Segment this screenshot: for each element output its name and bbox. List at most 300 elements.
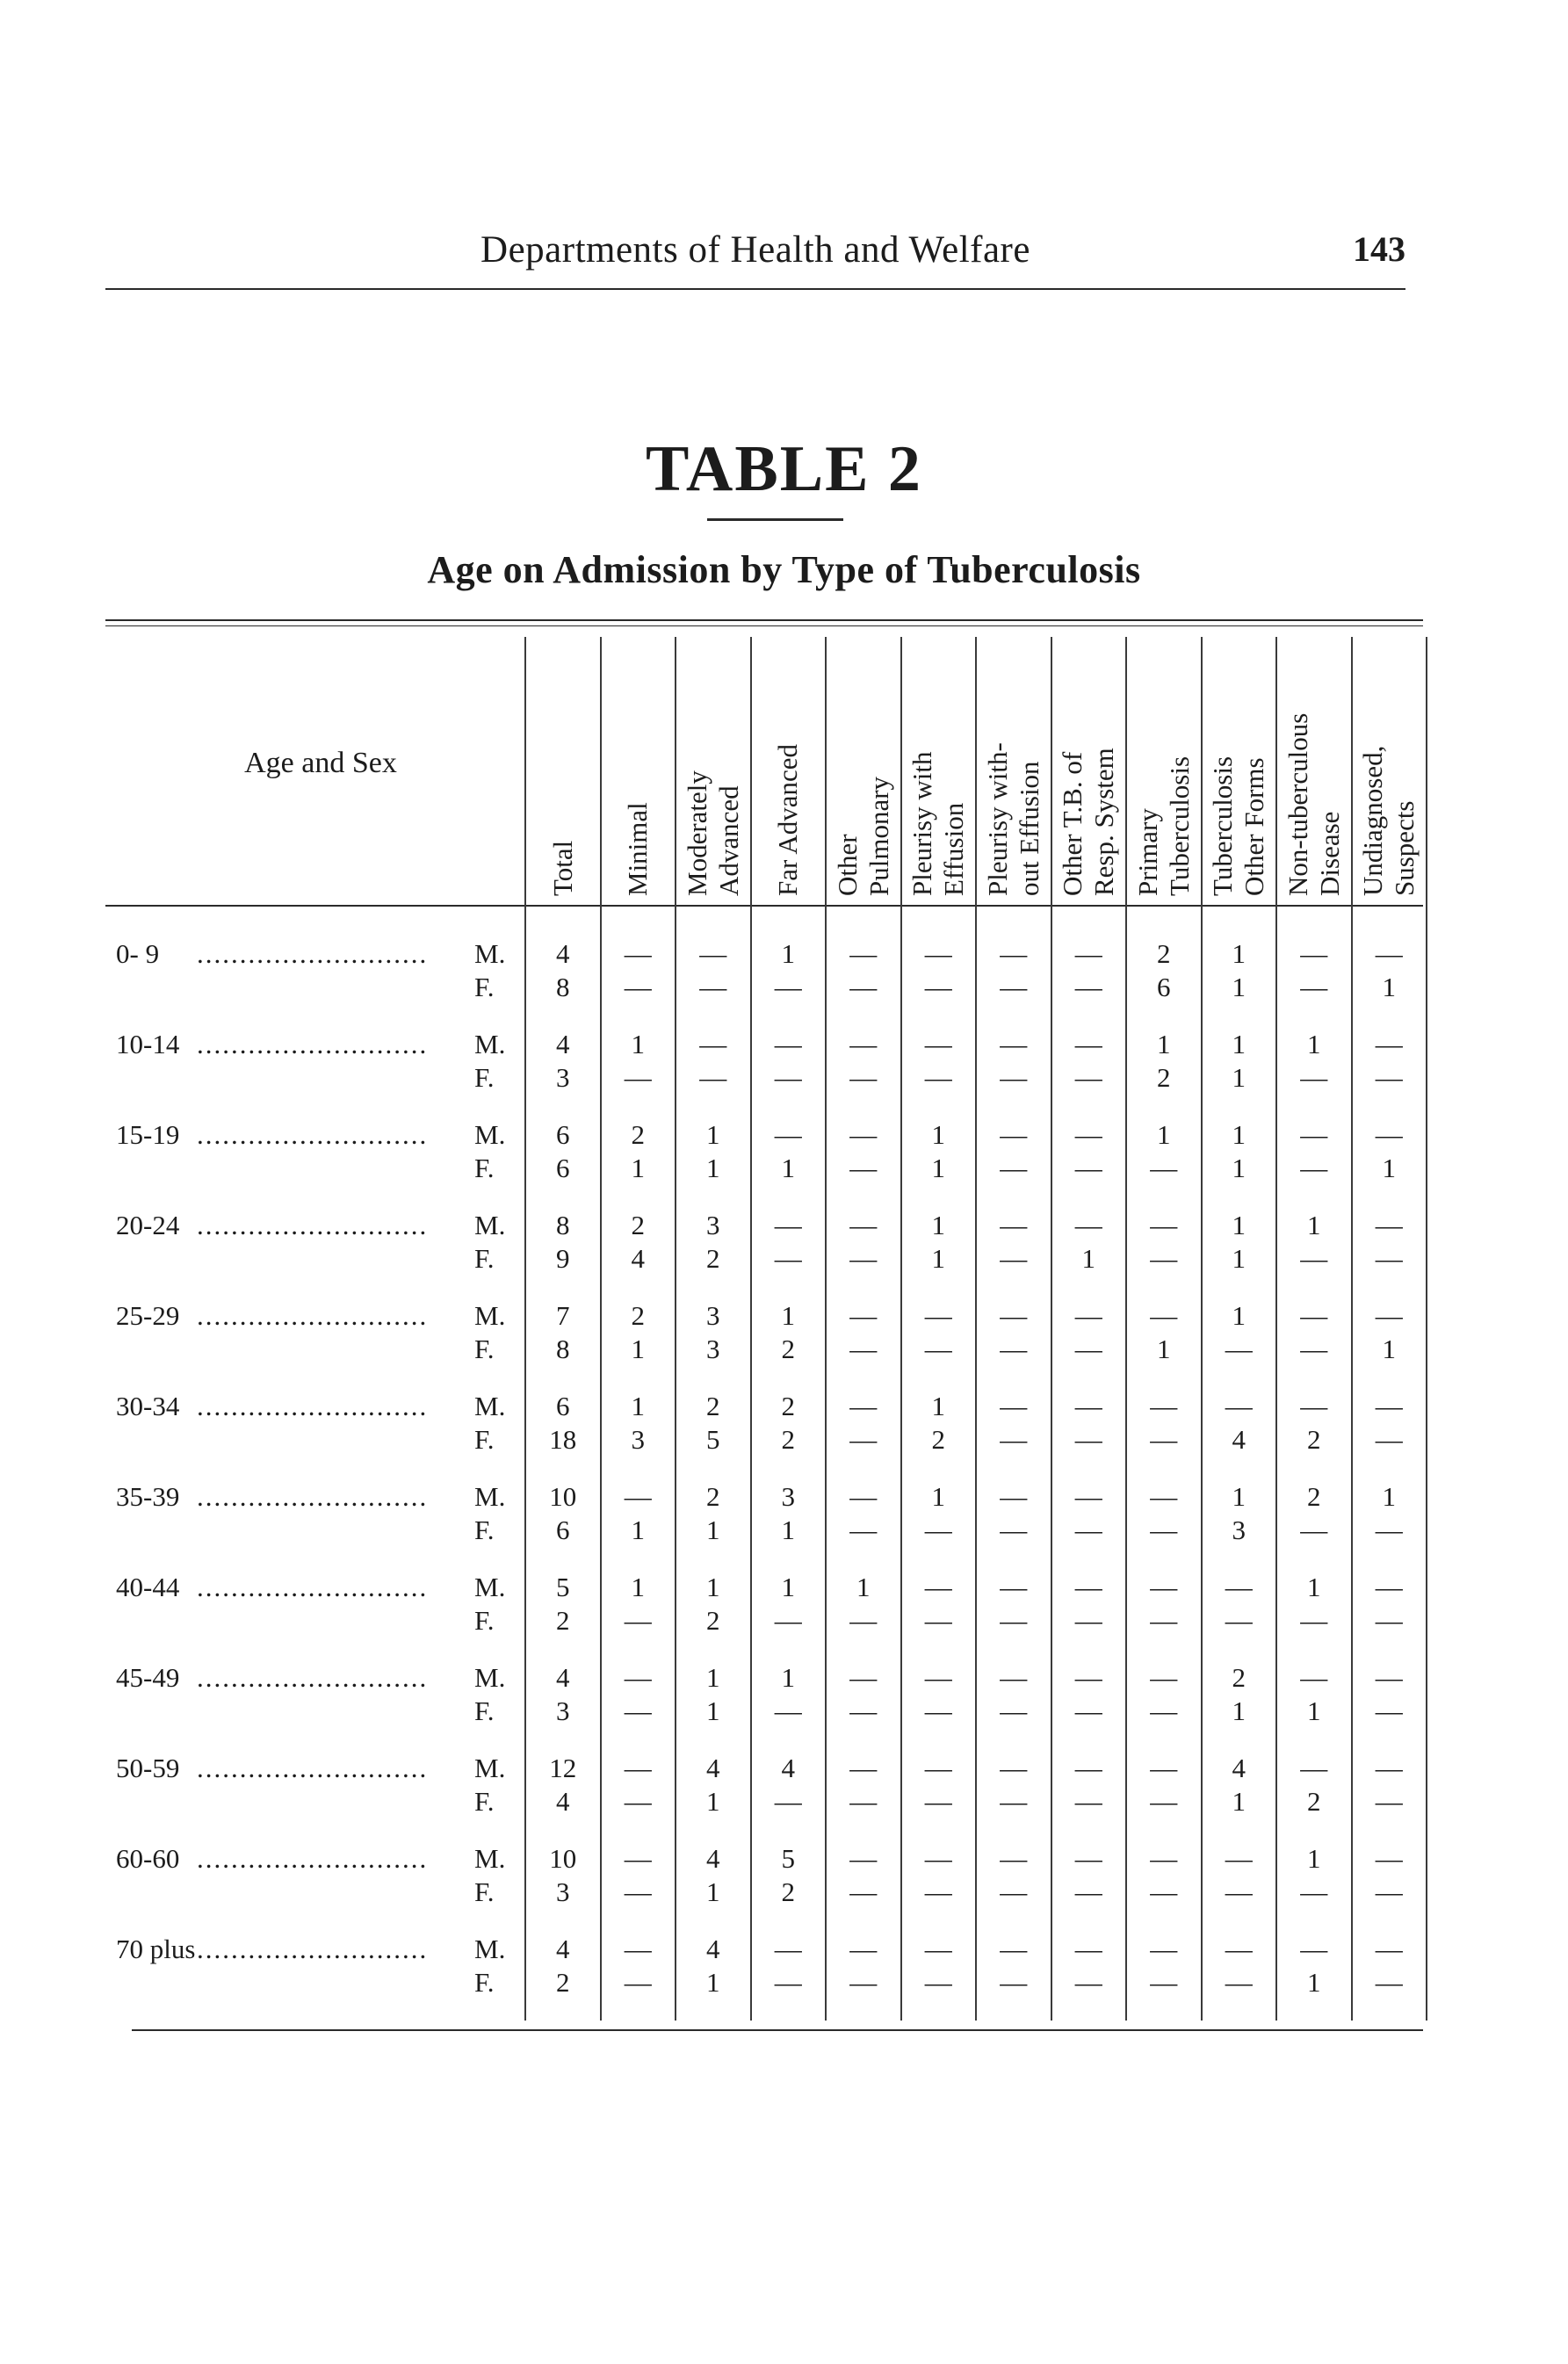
table-cell: — xyxy=(1074,1605,1102,1636)
table-cell: 2 xyxy=(706,1391,720,1421)
table-cell: — xyxy=(624,1876,652,1907)
table-cell: — xyxy=(1300,1934,1328,1964)
table-cell: 5 xyxy=(556,1572,570,1602)
age-group-label xyxy=(116,1119,459,1151)
table-cell: — xyxy=(924,1753,952,1783)
table-subtitle: Age on Admission by Type of Tuberculosis xyxy=(427,548,1141,591)
age-group-label xyxy=(116,1753,459,1784)
sex-label: M. xyxy=(474,1119,506,1150)
table-cell: — xyxy=(1000,1515,1028,1545)
sex-label: M. xyxy=(474,1662,506,1693)
table-cell: 2 xyxy=(706,1481,720,1512)
table-cell: — xyxy=(849,1934,878,1964)
leader-dots: ........................... xyxy=(197,1843,429,1874)
age-range: 10-14 xyxy=(116,1029,180,1059)
table-cell: 6 xyxy=(556,1153,570,1183)
table-cell: 4 xyxy=(556,1662,570,1693)
table-cell: 6 xyxy=(556,1391,570,1421)
sex-label: M. xyxy=(474,1572,506,1602)
table-cell: 1 xyxy=(1307,1029,1321,1059)
table-cell: — xyxy=(1074,1662,1102,1693)
table-cell: — xyxy=(1225,1391,1253,1421)
table-cell: — xyxy=(849,1876,878,1907)
table-cell: 4 xyxy=(556,1934,570,1964)
table-cell: 1 xyxy=(931,1243,945,1274)
table-cell: 3 xyxy=(1232,1515,1246,1545)
sex-label: M. xyxy=(474,1934,506,1964)
table-cell: — xyxy=(1300,1662,1328,1693)
table-cell: — xyxy=(1000,1062,1028,1093)
table-cell: — xyxy=(699,1062,727,1093)
table-cell: — xyxy=(624,1605,652,1636)
table-cell: — xyxy=(1300,1605,1328,1636)
table-cell: — xyxy=(1150,1210,1178,1240)
table-cell: 1 xyxy=(1232,1029,1246,1059)
leader-dots: ........................... xyxy=(197,1662,429,1693)
table-cell: — xyxy=(1225,1843,1253,1874)
table-cell: 2 xyxy=(556,1967,570,1998)
table-cell: 1 xyxy=(706,1967,720,1998)
table-cell: 4 xyxy=(631,1243,645,1274)
table-cell: 1 xyxy=(1232,1243,1246,1274)
age-range: 20-24 xyxy=(116,1210,180,1240)
table-cell: 4 xyxy=(706,1753,720,1783)
leader-dots: ........................... xyxy=(197,938,429,969)
table-cell: — xyxy=(849,1119,878,1150)
table-cell: 2 xyxy=(781,1876,795,1907)
table-cell: 2 xyxy=(1232,1662,1246,1693)
column-header xyxy=(772,744,804,896)
sex-label: F. xyxy=(474,1515,495,1545)
table-cell: — xyxy=(849,938,878,969)
table-cell: 2 xyxy=(1157,938,1171,969)
sex-label: M. xyxy=(474,1300,506,1331)
table-cell: — xyxy=(924,1967,952,1998)
table-cell: — xyxy=(924,1300,952,1331)
table-cell: — xyxy=(1000,1210,1028,1240)
table-cell: — xyxy=(1150,1153,1178,1183)
table-cell: — xyxy=(1375,1605,1403,1636)
age-group-label xyxy=(116,1391,459,1422)
table-cell: — xyxy=(1225,1876,1253,1907)
table-cell: 1 xyxy=(1232,1153,1246,1183)
table-cell: 4 xyxy=(556,1786,570,1817)
table-cell: 1 xyxy=(706,1662,720,1693)
sex-label: F. xyxy=(474,1695,495,1726)
table-cell: — xyxy=(774,1119,802,1150)
table-cell: — xyxy=(1150,1967,1178,1998)
table-cell: 1 xyxy=(1232,1119,1246,1150)
leader-dots: ........................... xyxy=(197,1391,429,1421)
leader-dots: ........................... xyxy=(197,1753,429,1783)
age-range: 0- 9 xyxy=(116,938,160,969)
table-cell: — xyxy=(1375,1876,1403,1907)
column-header-line: out Effusion xyxy=(1013,761,1044,896)
table-cell: — xyxy=(1074,1153,1102,1183)
table-cell: 4 xyxy=(706,1843,720,1874)
table-cell: — xyxy=(1000,1119,1028,1150)
table-cell: 5 xyxy=(781,1843,795,1874)
column-header-line: Pulmonary xyxy=(863,776,894,896)
table-cell: 1 xyxy=(1307,1695,1321,1726)
table-cell: — xyxy=(1225,1934,1253,1964)
table-cell: — xyxy=(924,1029,952,1059)
table-cell: 1 xyxy=(931,1391,945,1421)
age-group-label xyxy=(116,1481,459,1513)
table-cell: 2 xyxy=(781,1424,795,1455)
table-cell: 1 xyxy=(706,1153,720,1183)
table-cell: 1 xyxy=(781,1515,795,1545)
table-cell: 12 xyxy=(549,1753,577,1783)
column-header-line: Moderately xyxy=(681,770,712,896)
table-cell: 4 xyxy=(1232,1424,1246,1455)
table-cell: — xyxy=(849,1210,878,1240)
age-group-label xyxy=(116,1843,459,1875)
sex-label: M. xyxy=(474,1843,506,1874)
sex-label: F. xyxy=(474,1334,495,1364)
table-cell: 1 xyxy=(706,1572,720,1602)
table-cell: — xyxy=(1074,1967,1102,1998)
table-cell: 1 xyxy=(1081,1243,1095,1274)
table-cell: — xyxy=(1000,1876,1028,1907)
table-cell: — xyxy=(699,938,727,969)
table-cell: — xyxy=(849,1481,878,1512)
table-cell: — xyxy=(849,1424,878,1455)
column-header-line: Advanced xyxy=(712,785,744,896)
table-cell: — xyxy=(1000,1334,1028,1364)
table-cell: — xyxy=(1300,938,1328,969)
table-cell: — xyxy=(1150,1243,1178,1274)
table-cell: — xyxy=(774,1967,802,1998)
table-cell: — xyxy=(1375,1753,1403,1783)
running-title: Departments of Health and Welfare xyxy=(481,229,1030,271)
column-header-line: Non-tuberculous xyxy=(1282,712,1313,896)
leader-dots: ........................... xyxy=(197,1119,429,1150)
table-cell: — xyxy=(1000,1572,1028,1602)
table-cell: 1 xyxy=(631,1334,645,1364)
table-cell: — xyxy=(624,972,652,1002)
table-cell: — xyxy=(1375,1391,1403,1421)
table-cell: 2 xyxy=(931,1424,945,1455)
table-cell: 6 xyxy=(1157,972,1171,1002)
table-cell: 4 xyxy=(1232,1753,1246,1783)
table-cell: — xyxy=(849,1662,878,1693)
table-cell: — xyxy=(624,1786,652,1817)
page-number: 143 xyxy=(1353,229,1405,269)
table-cell: — xyxy=(924,1605,952,1636)
age-group-label xyxy=(116,1662,459,1694)
table-cell: — xyxy=(849,1843,878,1874)
table-top-rule xyxy=(105,619,1423,621)
column-header xyxy=(1207,756,1270,896)
table-cell: — xyxy=(1000,1695,1028,1726)
sex-label: M. xyxy=(474,938,506,969)
table-cell: 1 xyxy=(631,1515,645,1545)
table-cell: — xyxy=(1150,1515,1178,1545)
table-cell: — xyxy=(1225,1967,1253,1998)
table-cell: 1 xyxy=(706,1119,720,1150)
table-cell: — xyxy=(1300,1334,1328,1364)
age-group-label xyxy=(116,1029,459,1060)
table-cell: — xyxy=(1150,1391,1178,1421)
table-cell: — xyxy=(774,1243,802,1274)
table-cell: 2 xyxy=(781,1391,795,1421)
table-cell: — xyxy=(1000,1391,1028,1421)
table-cell: — xyxy=(1375,938,1403,969)
table-cell: — xyxy=(849,1062,878,1093)
table-cell: 1 xyxy=(1232,1210,1246,1240)
table-cell: 2 xyxy=(1307,1786,1321,1817)
leader-dots: ........................... xyxy=(197,1481,429,1512)
sex-label: F. xyxy=(474,1786,495,1817)
table-cell: 1 xyxy=(706,1695,720,1726)
table-cell: 4 xyxy=(556,938,570,969)
table-cell: — xyxy=(849,1029,878,1059)
age-group-label xyxy=(116,1210,459,1241)
table-cell: — xyxy=(624,1753,652,1783)
table-cell: — xyxy=(1000,1786,1028,1817)
table-cell: — xyxy=(924,1786,952,1817)
table-cell: — xyxy=(924,938,952,969)
table-title: TABLE 2 xyxy=(646,433,922,505)
table-cell: 10 xyxy=(549,1481,577,1512)
column-header-line: Disease xyxy=(1313,811,1345,896)
sex-label: F. xyxy=(474,1424,495,1455)
column-header xyxy=(1057,748,1120,896)
table-cell: 1 xyxy=(781,938,795,969)
leader-dots: ........................... xyxy=(197,1029,429,1059)
table-cell: — xyxy=(1375,1300,1403,1331)
table-cell: — xyxy=(1074,1210,1102,1240)
table-cell: 1 xyxy=(931,1153,945,1183)
table-cell: — xyxy=(1375,1515,1403,1545)
table-cell: 1 xyxy=(706,1515,720,1545)
table-cell: — xyxy=(1300,1153,1328,1183)
table-cell: 2 xyxy=(781,1334,795,1364)
table-cell: — xyxy=(1375,1029,1403,1059)
column-header xyxy=(547,841,579,896)
table-cell: 1 xyxy=(781,1572,795,1602)
column-header-line: Minimal xyxy=(622,802,654,896)
table-cell: — xyxy=(849,1515,878,1545)
table-cell: 1 xyxy=(931,1119,945,1150)
age-range: 40-44 xyxy=(116,1572,180,1602)
sex-label: M. xyxy=(474,1210,506,1240)
table-cell: — xyxy=(1074,1572,1102,1602)
table-cell: — xyxy=(1150,1572,1178,1602)
table-cell: 1 xyxy=(631,1391,645,1421)
table-cell: — xyxy=(1074,1334,1102,1364)
table-cell: — xyxy=(924,1062,952,1093)
table-cell: 2 xyxy=(706,1605,720,1636)
table-cell: 1 xyxy=(631,1572,645,1602)
table-cell: 1 xyxy=(706,1876,720,1907)
table-cell: — xyxy=(1074,1515,1102,1545)
table-cell: — xyxy=(1074,1391,1102,1421)
table-cell: — xyxy=(1000,1662,1028,1693)
table-cell: — xyxy=(924,1334,952,1364)
sex-label: F. xyxy=(474,1876,495,1907)
table-cell: — xyxy=(849,1300,878,1331)
table-cell: — xyxy=(1074,938,1102,969)
table-cell: — xyxy=(774,1062,802,1093)
table-cell: — xyxy=(624,1062,652,1093)
table-cell: — xyxy=(624,1695,652,1726)
table-cell: — xyxy=(1000,1481,1028,1512)
table-cell: — xyxy=(1300,972,1328,1002)
table-cell: — xyxy=(1300,1119,1328,1150)
table-cell: 3 xyxy=(706,1334,720,1364)
table-cell: — xyxy=(1150,1662,1178,1693)
table-cell: — xyxy=(1375,1424,1403,1455)
table-cell: — xyxy=(1375,1243,1403,1274)
table-cell: 1 xyxy=(1232,938,1246,969)
table-cell: 1 xyxy=(1157,1334,1171,1364)
sex-label: F. xyxy=(474,1062,495,1093)
table-cell: — xyxy=(1300,1243,1328,1274)
table-cell: — xyxy=(924,1572,952,1602)
table-cell: 2 xyxy=(1157,1062,1171,1093)
table-cell: — xyxy=(699,1029,727,1059)
table-cell: — xyxy=(1074,972,1102,1002)
table-cell: — xyxy=(924,1662,952,1693)
table-cell: 8 xyxy=(556,1334,570,1364)
table-cell: — xyxy=(1000,1843,1028,1874)
sex-label: F. xyxy=(474,1967,495,1998)
table-cell: — xyxy=(624,1843,652,1874)
table-cell: 3 xyxy=(631,1424,645,1455)
column-header xyxy=(907,752,970,896)
table-cell: — xyxy=(924,972,952,1002)
table-cell: — xyxy=(1375,1786,1403,1817)
table-cell: 18 xyxy=(549,1424,577,1455)
column-header xyxy=(982,742,1045,896)
table-cell: 1 xyxy=(1382,1481,1396,1512)
column-header-line: Pleurisy with- xyxy=(981,742,1013,896)
table-cell: 1 xyxy=(1307,1572,1321,1602)
sex-label: F. xyxy=(474,1153,495,1183)
leader-dots: ........................... xyxy=(197,1300,429,1331)
table-cell: — xyxy=(1000,1300,1028,1331)
table-cell: 3 xyxy=(556,1062,570,1093)
table-cell: 2 xyxy=(631,1300,645,1331)
table-cell: 1 xyxy=(1232,1786,1246,1817)
table-cell: — xyxy=(849,1695,878,1726)
table-cell: 4 xyxy=(781,1753,795,1783)
age-range: 70 plus xyxy=(116,1934,196,1964)
table-cell: 1 xyxy=(1307,1967,1321,1998)
table-cell: 6 xyxy=(556,1119,570,1150)
table-cell: — xyxy=(1074,1753,1102,1783)
table-cell: 1 xyxy=(706,1786,720,1817)
table-cell: — xyxy=(1375,1572,1403,1602)
table-cell: — xyxy=(849,1605,878,1636)
table-cell: 10 xyxy=(549,1843,577,1874)
column-header-line: Effusion xyxy=(938,802,970,896)
table-cell: — xyxy=(774,1210,802,1240)
leader-dots: ........................... xyxy=(197,1572,429,1602)
column-header-line: Pleurisy with xyxy=(907,751,938,896)
table-cell: — xyxy=(924,1934,952,1964)
table-cell: — xyxy=(1000,972,1028,1002)
table-cell: — xyxy=(1150,1876,1178,1907)
table-cell: 1 xyxy=(1157,1119,1171,1150)
table-cell: — xyxy=(1000,1934,1028,1964)
table-cell: 8 xyxy=(556,1210,570,1240)
table-cell: — xyxy=(1074,1424,1102,1455)
column-header-line: Other xyxy=(831,834,863,896)
column-header-line: Resp. System xyxy=(1088,748,1120,896)
sex-label: F. xyxy=(474,972,495,1002)
age-range: 45-49 xyxy=(116,1662,180,1693)
table-cell: 6 xyxy=(556,1515,570,1545)
table-cell: 1 xyxy=(1307,1843,1321,1874)
column-header-line: Other T.B. of xyxy=(1057,751,1088,896)
table-cell: — xyxy=(1300,1753,1328,1783)
table-cell: 5 xyxy=(706,1424,720,1455)
age-group-label xyxy=(116,938,459,970)
table-cell: 3 xyxy=(781,1481,795,1512)
table-cell: — xyxy=(1225,1605,1253,1636)
sex-label: M. xyxy=(474,1753,506,1783)
table-cell: — xyxy=(1074,1062,1102,1093)
sex-label: F. xyxy=(474,1605,495,1636)
table-cell: — xyxy=(774,1605,802,1636)
table-cell: — xyxy=(1150,1481,1178,1512)
table-top-rule-inner xyxy=(105,625,1423,626)
table-cell: 1 xyxy=(1382,1334,1396,1364)
column-header xyxy=(1357,746,1420,896)
table-cell: — xyxy=(1225,1334,1253,1364)
table-cell: 1 xyxy=(1232,1062,1246,1093)
table-cell: — xyxy=(1375,1967,1403,1998)
table-cell: — xyxy=(1150,1424,1178,1455)
table-cell: — xyxy=(774,1029,802,1059)
table-cell: — xyxy=(1074,1300,1102,1331)
table-cell: — xyxy=(849,1243,878,1274)
table-cell: 1 xyxy=(1307,1210,1321,1240)
table-cell: 1 xyxy=(856,1572,871,1602)
table-cell: — xyxy=(849,1967,878,1998)
table-cell: — xyxy=(1225,1572,1253,1602)
table-cell: — xyxy=(1375,1934,1403,1964)
table-cell: — xyxy=(924,1695,952,1726)
table-cell: — xyxy=(624,1481,652,1512)
table-cell: — xyxy=(624,938,652,969)
table-cell: 3 xyxy=(706,1300,720,1331)
table-cell: — xyxy=(1375,1695,1403,1726)
column-header xyxy=(622,802,654,896)
table-cell: 7 xyxy=(556,1300,570,1331)
sex-label: M. xyxy=(474,1391,506,1421)
table-cell: — xyxy=(849,1753,878,1783)
column-header xyxy=(682,770,745,896)
table-cell: — xyxy=(624,1967,652,1998)
table-cell: — xyxy=(1074,1843,1102,1874)
table-cell: — xyxy=(849,1391,878,1421)
table-cell: 4 xyxy=(706,1934,720,1964)
age-range: 30-34 xyxy=(116,1391,180,1421)
table-cell: — xyxy=(1300,1515,1328,1545)
column-header xyxy=(832,777,895,896)
sex-label: F. xyxy=(474,1243,495,1274)
table-cell: — xyxy=(1375,1843,1403,1874)
table-cell: — xyxy=(624,1934,652,1964)
table-cell: 2 xyxy=(1307,1424,1321,1455)
table-cell: — xyxy=(1000,1029,1028,1059)
table-cell: 2 xyxy=(631,1119,645,1150)
table-cell: 1 xyxy=(631,1029,645,1059)
